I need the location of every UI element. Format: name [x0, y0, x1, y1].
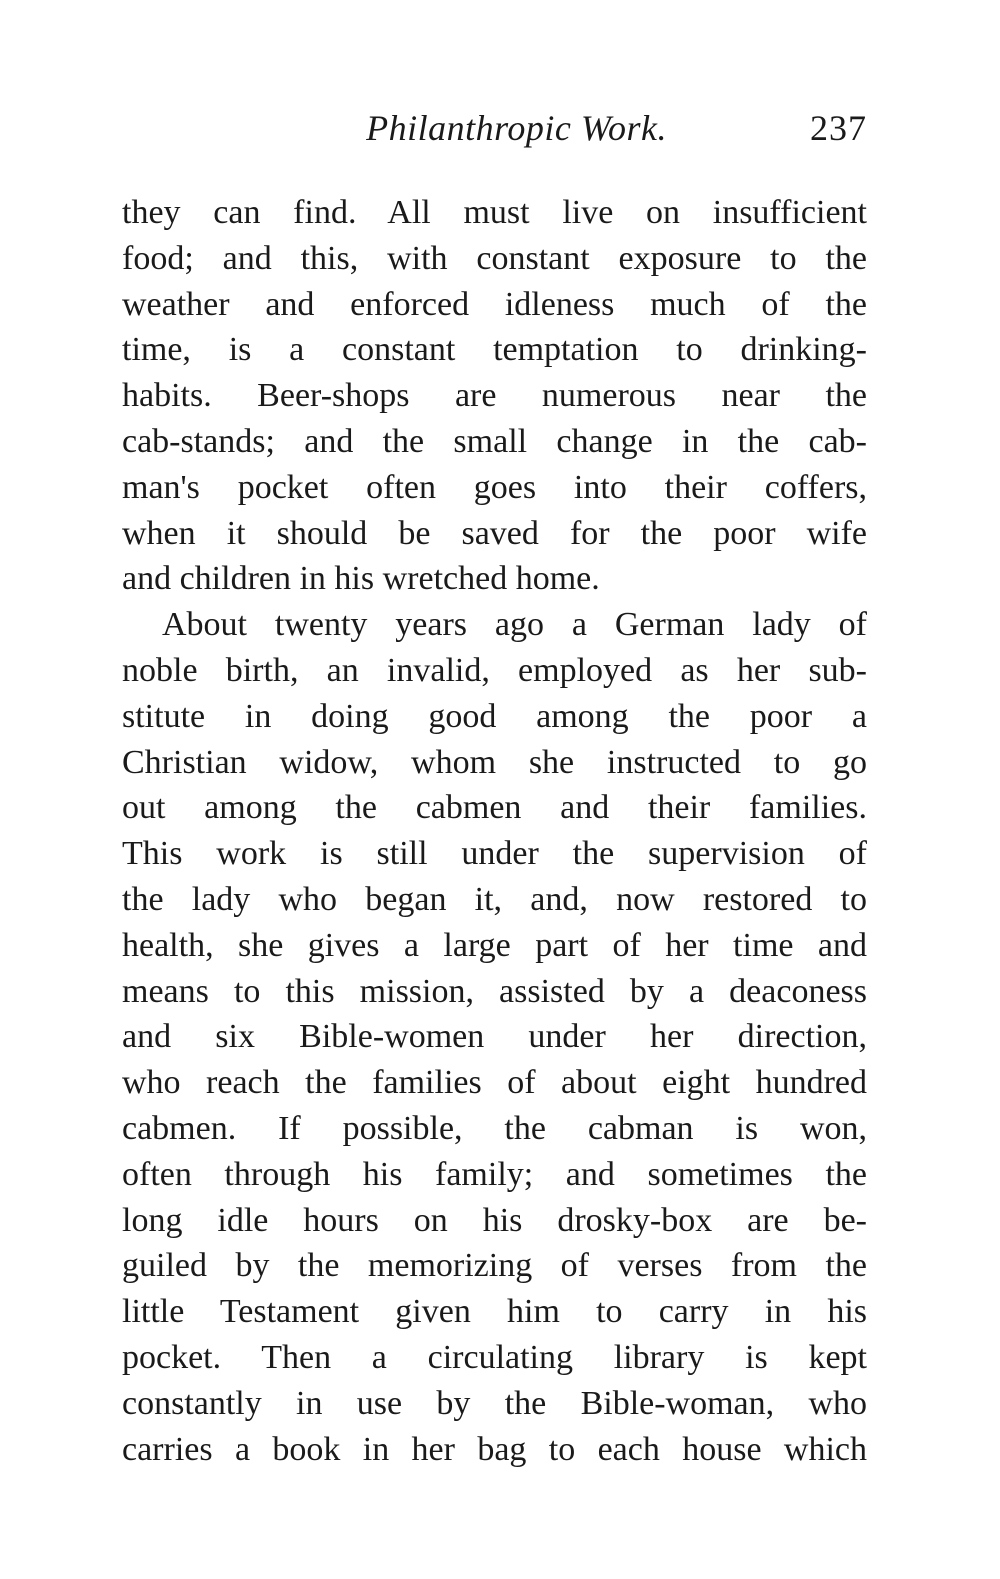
running-title: Philanthropic Work.: [366, 108, 667, 148]
text-line: cabmen. If possible, the cabman is won,: [122, 1109, 867, 1147]
text-line: and six Bible-women under her direction,: [122, 1018, 867, 1056]
text-line: they can find. All must live on insufficient: [122, 194, 867, 231]
running-head: [122, 104, 867, 152]
text-line: when it should be saved for the poor wife: [122, 514, 867, 552]
text-line: time, is a constant temptation to drinking-: [122, 331, 867, 369]
text-line: guiled by the memorizing of verses from the: [122, 1247, 867, 1285]
text-line: long idle hours on his drosky-box are be-: [122, 1201, 867, 1239]
text-line: out among the cabmen and their families.: [122, 789, 867, 827]
page-number: 237: [810, 108, 867, 148]
text-line: food; and this, with constant exposure to the: [122, 239, 867, 277]
text-line: cab-stands; and the small change in the cab-: [122, 422, 867, 460]
body-text: [122, 190, 867, 1472]
text-line: constantly in use by the Bible-woman, who: [122, 1384, 867, 1422]
paragraph-1: [122, 190, 867, 602]
text-line: and children in his wretched home.: [122, 560, 600, 598]
text-line: Christian widow, whom she instructed to go: [122, 743, 867, 781]
text-line: means to this mission, assisted by a deaconess: [122, 972, 867, 1010]
text-line: little Testament given him to carry in his: [122, 1293, 867, 1331]
text-line: This work is still under the supervision of: [122, 835, 867, 873]
text-line: who reach the families of about eight hundred: [122, 1064, 867, 1102]
text-line: man's pocket often goes into their coffers,: [122, 468, 867, 506]
text-line: health, she gives a large part of her time and: [122, 926, 867, 964]
text-line: pocket. Then a circulating library is kept: [122, 1338, 867, 1376]
text-line: often through his family; and sometimes the: [122, 1155, 867, 1193]
text-line: noble birth, an invalid, employed as her sub-: [122, 651, 867, 689]
text-line: weather and enforced idleness much of the: [122, 285, 867, 323]
text-line: habits. Beer-shops are numerous near the: [122, 377, 867, 415]
text-line: carries a book in her bag to each house which: [122, 1430, 867, 1468]
text-line: stitute in doing good among the poor a: [122, 697, 867, 735]
paragraph-2: [122, 602, 867, 1472]
text-line: About twenty years ago a German lady of: [162, 606, 867, 644]
text-line: the lady who began it, and, now restored to: [122, 880, 867, 918]
